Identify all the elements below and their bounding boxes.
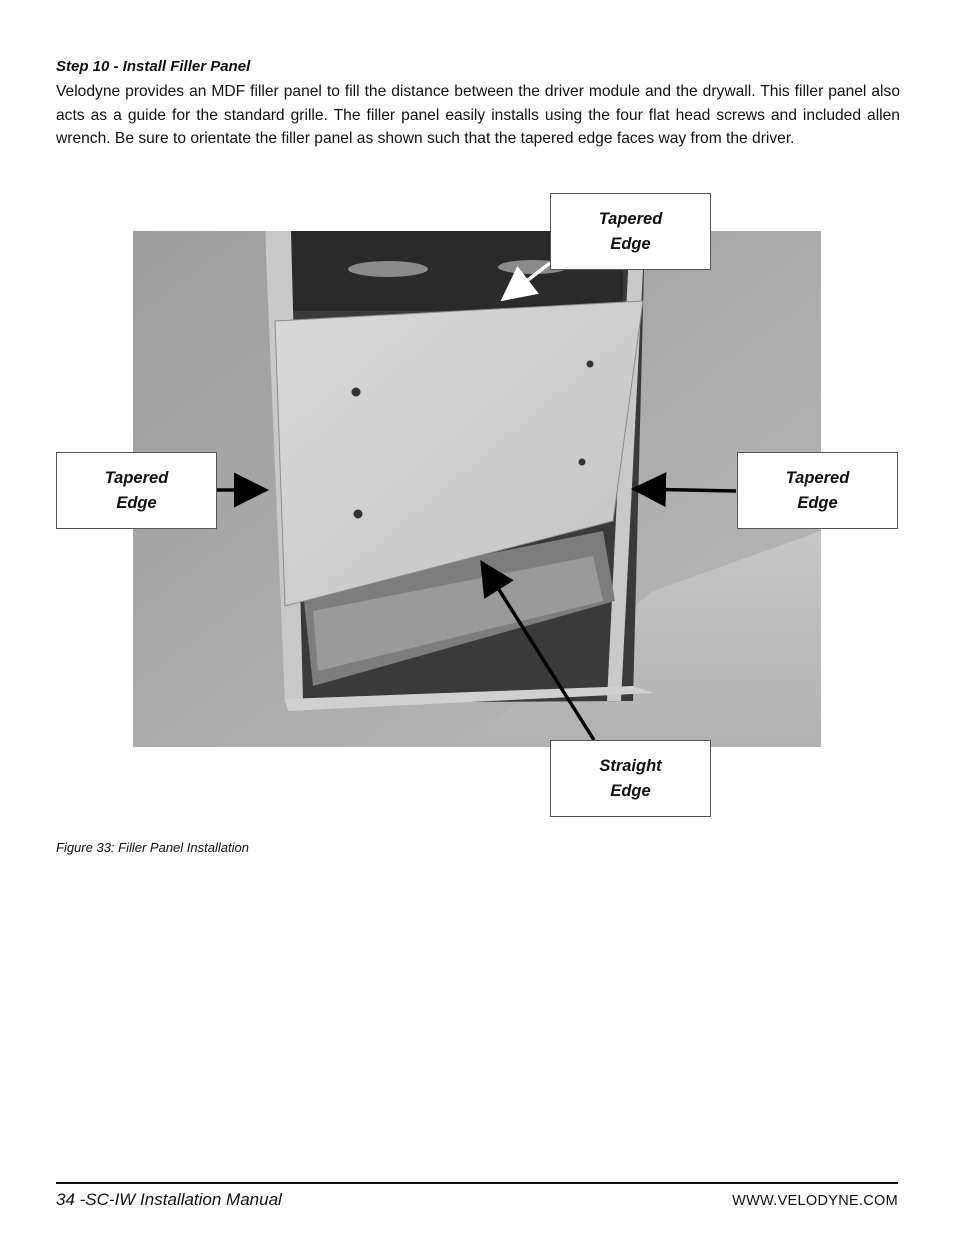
section-heading: Step 10 - Install Filler Panel bbox=[56, 58, 251, 75]
callout-tapered-edge-top bbox=[550, 193, 711, 270]
section-body: Velodyne provides an MDF filler panel to fill the distance between the driver module and the drywall. This filler panel also acts as a guide for the standard grille. The filler panel easily installs using the four flat head screws and included allen wrench. Be sure to orientate the filler panel as shown such that the tapered edge faces way from the driver. bbox=[56, 83, 900, 147]
callout-tapered-edge-left bbox=[56, 452, 217, 529]
footer-divider bbox=[56, 1182, 898, 1184]
callout-line-1: Straight bbox=[599, 756, 662, 775]
callout-line-1: Tapered bbox=[598, 209, 663, 228]
callout-line-2: Edge bbox=[116, 493, 157, 512]
callout-line-1: Tapered bbox=[104, 468, 169, 487]
callout-line-2: Edge bbox=[610, 234, 651, 253]
footer-website: WWW.VELODYNE.COM bbox=[732, 1193, 898, 1209]
callout-tapered-edge-right bbox=[737, 452, 898, 529]
footer-manual-title: 34 -SC-IW Installation Manual bbox=[56, 1190, 282, 1209]
callout-line-1: Tapered bbox=[785, 468, 850, 487]
callout-straight-edge-bottom bbox=[550, 740, 711, 817]
callout-line-2: Edge bbox=[610, 781, 651, 800]
filler-panel-photo bbox=[133, 231, 821, 747]
figure-caption: Figure 33: Filler Panel Installation bbox=[56, 840, 249, 855]
callout-line-2: Edge bbox=[797, 493, 838, 512]
